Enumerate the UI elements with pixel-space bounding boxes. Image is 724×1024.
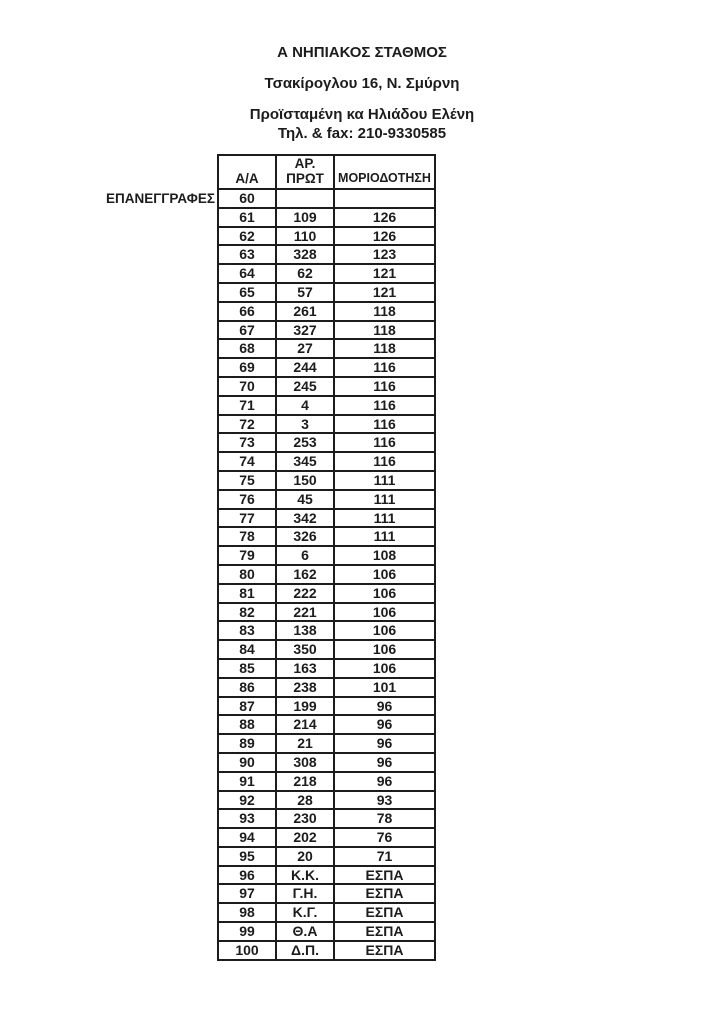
table-row [218,847,435,866]
table-row [218,208,435,227]
cell-protocol-number: Γ.Η. [276,884,334,903]
table-row [218,941,435,960]
cell-points: 96 [334,715,435,734]
document-title: Α ΝΗΠΙΑΚΟΣ ΣΤΑΘΜΟΣ [277,44,447,61]
table-row [218,546,435,565]
cell-points: ΕΣΠΑ [334,922,435,941]
cell-index: 81 [218,584,276,603]
cell-protocol-number: 199 [276,697,334,716]
cell-index: 83 [218,621,276,640]
cell-index: 91 [218,772,276,791]
cell-index: 87 [218,697,276,716]
cell-points: 96 [334,697,435,716]
cell-protocol-number: 110 [276,227,334,246]
table-row [218,245,435,264]
cell-index: 64 [218,264,276,283]
cell-points: 116 [334,377,435,396]
cell-index: 88 [218,715,276,734]
cell-points: 108 [334,546,435,565]
cell-protocol-number: 326 [276,527,334,546]
table-row [218,227,435,246]
cell-index: 74 [218,452,276,471]
cell-index: 99 [218,922,276,941]
table-row [218,640,435,659]
cell-protocol-number [276,189,334,208]
cell-points: 96 [334,772,435,791]
cell-index: 90 [218,753,276,772]
cell-points: 126 [334,227,435,246]
cell-protocol-number: 62 [276,264,334,283]
cell-index: 77 [218,509,276,528]
table-body [218,189,435,960]
cell-protocol-number: 4 [276,396,334,415]
cell-index: 63 [218,245,276,264]
cell-points: 111 [334,509,435,528]
cell-protocol-number: 214 [276,715,334,734]
cell-points: 111 [334,471,435,490]
cell-index: 97 [218,884,276,903]
cell-index: 78 [218,527,276,546]
table-row [218,471,435,490]
cell-points: 121 [334,264,435,283]
cell-points: ΕΣΠΑ [334,941,435,960]
cell-index: 92 [218,791,276,810]
cell-index: 66 [218,302,276,321]
cell-protocol-number: 244 [276,358,334,377]
table-row [218,621,435,640]
table-row [218,828,435,847]
cell-points: 121 [334,283,435,302]
table-row [218,809,435,828]
cell-points: ΕΣΠΑ [334,884,435,903]
table-row [218,189,435,208]
cell-index: 62 [218,227,276,246]
cell-protocol-number: 345 [276,452,334,471]
cell-points: ΕΣΠΑ [334,866,435,885]
cell-protocol-number: 218 [276,772,334,791]
cell-points: ΕΣΠΑ [334,903,435,922]
cell-points: 96 [334,734,435,753]
cell-points: 111 [334,490,435,509]
cell-points: 76 [334,828,435,847]
cell-points: 106 [334,603,435,622]
cell-index: 75 [218,471,276,490]
table-header-row [218,155,435,189]
cell-index: 67 [218,321,276,340]
cell-points: 96 [334,753,435,772]
cell-protocol-number: 202 [276,828,334,847]
cell-protocol-number: 162 [276,565,334,584]
scores-table [217,154,436,961]
cell-protocol-number: 350 [276,640,334,659]
table-row [218,659,435,678]
cell-protocol-number: 3 [276,415,334,434]
column-header-protocol-number: ΑΡ. ΠΡΩΤ [276,155,334,189]
cell-index: 86 [218,678,276,697]
cell-protocol-number: 308 [276,753,334,772]
cell-points: 116 [334,415,435,434]
cell-index: 95 [218,847,276,866]
cell-protocol-number: 109 [276,208,334,227]
cell-protocol-number: 21 [276,734,334,753]
cell-points: 106 [334,621,435,640]
table-row [218,866,435,885]
cell-protocol-number: 57 [276,283,334,302]
cell-points: 118 [334,339,435,358]
cell-index: 93 [218,809,276,828]
cell-points: 116 [334,452,435,471]
cell-index: 73 [218,433,276,452]
cell-protocol-number: 163 [276,659,334,678]
table-row [218,565,435,584]
cell-points: 106 [334,584,435,603]
table-row [218,490,435,509]
cell-points: 116 [334,358,435,377]
cell-protocol-number: 230 [276,809,334,828]
cell-protocol-number: Δ.Π. [276,941,334,960]
cell-points: 116 [334,396,435,415]
cell-index: 70 [218,377,276,396]
table-row [218,339,435,358]
cell-protocol-number: 6 [276,546,334,565]
table-row [218,715,435,734]
cell-index: 72 [218,415,276,434]
cell-points: 71 [334,847,435,866]
cell-protocol-number: 238 [276,678,334,697]
cell-index: 84 [218,640,276,659]
cell-protocol-number: 221 [276,603,334,622]
table-row [218,584,435,603]
cell-points: 126 [334,208,435,227]
cell-points [334,189,435,208]
cell-points: 118 [334,302,435,321]
table-row [218,603,435,622]
table-row [218,283,435,302]
cell-protocol-number: 342 [276,509,334,528]
table-row [218,396,435,415]
cell-points: 101 [334,678,435,697]
cell-index: 65 [218,283,276,302]
cell-points: 111 [334,527,435,546]
table-row [218,509,435,528]
table-row [218,772,435,791]
cell-index: 85 [218,659,276,678]
document-supervisor: Προϊσταμένη κα Ηλιάδου Ελένη [249,106,475,123]
table-row [218,264,435,283]
document-address: Τσακίρογλου 16, Ν. Σμύρνη [264,75,460,92]
cell-index: 98 [218,903,276,922]
cell-index: 71 [218,396,276,415]
cell-protocol-number: 138 [276,621,334,640]
cell-protocol-number: 28 [276,791,334,810]
cell-points: 116 [334,433,435,452]
cell-protocol-number: Θ.Α [276,922,334,941]
table-row [218,377,435,396]
table-row [218,753,435,772]
cell-protocol-number: 222 [276,584,334,603]
cell-points: 93 [334,791,435,810]
cell-points: 123 [334,245,435,264]
column-header-index: Α/Α [218,155,276,189]
table-row [218,415,435,434]
cell-protocol-number: 328 [276,245,334,264]
table-row [218,452,435,471]
cell-protocol-number: 150 [276,471,334,490]
table-row [218,321,435,340]
table-row [218,302,435,321]
section-label-reregistrations: ΕΠΑΝΕΓΓΡΑΦΕΣ [105,191,215,206]
cell-index: 89 [218,734,276,753]
cell-protocol-number: 20 [276,847,334,866]
cell-index: 79 [218,546,276,565]
cell-index: 82 [218,603,276,622]
cell-index: 94 [218,828,276,847]
table-row [218,922,435,941]
cell-protocol-number: 253 [276,433,334,452]
table-row [218,678,435,697]
table-row [218,884,435,903]
table-row [218,358,435,377]
cell-index: 61 [218,208,276,227]
cell-protocol-number: 245 [276,377,334,396]
cell-index: 68 [218,339,276,358]
cell-points: 106 [334,659,435,678]
cell-index: 80 [218,565,276,584]
table-row [218,697,435,716]
cell-protocol-number: 27 [276,339,334,358]
cell-points: 106 [334,640,435,659]
document-phone-fax: Τηλ. & fax: 210-9330585 [277,125,447,142]
table-row [218,527,435,546]
cell-index: 96 [218,866,276,885]
cell-points: 78 [334,809,435,828]
table-row [218,734,435,753]
cell-protocol-number: Κ.Κ. [276,866,334,885]
cell-index: 69 [218,358,276,377]
cell-index: 100 [218,941,276,960]
cell-protocol-number: 327 [276,321,334,340]
cell-index: 60 [218,189,276,208]
table-row [218,791,435,810]
table-row [218,903,435,922]
column-header-points: ΜΟΡΙΟΔΟΤΗΣΗ [334,155,435,189]
cell-index: 76 [218,490,276,509]
table-row [218,433,435,452]
cell-protocol-number: 261 [276,302,334,321]
cell-protocol-number: 45 [276,490,334,509]
cell-points: 106 [334,565,435,584]
cell-points: 118 [334,321,435,340]
cell-protocol-number: Κ.Γ. [276,903,334,922]
